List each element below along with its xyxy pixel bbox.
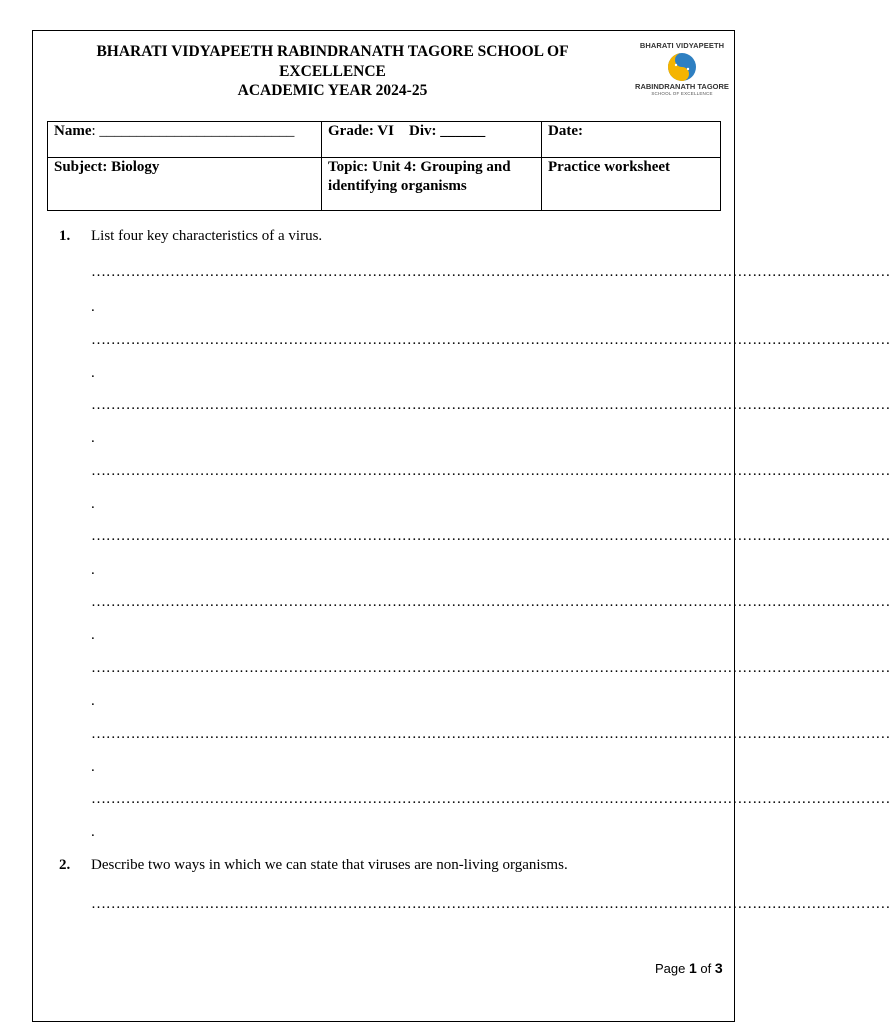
logo-top-text: BHARATI VIDYAPEETH	[639, 41, 725, 50]
worksheet-type-cell	[542, 158, 721, 211]
subject-cell	[48, 158, 322, 211]
answer-line: ………………………………………………………………………………………………………………………………………………	[91, 463, 890, 479]
school-name-line2: EXCELLENCE	[279, 62, 386, 80]
answer-line: ………………………………………………………………………………………………………………………………………………	[91, 594, 890, 610]
topic-line2: identifying organisms	[328, 178, 467, 194]
name-label: Name	[54, 123, 92, 139]
academic-year: ACADEMIC YEAR 2024-25	[237, 82, 428, 99]
topic-cell	[322, 158, 542, 211]
answer-line: ………………………………………………………………………………………………………………………………………………	[91, 726, 890, 742]
table-row	[48, 158, 721, 211]
name-blank: : __________________________	[91, 123, 295, 139]
school-name-line1: BHARATI VIDYAPEETH RABINDRANATH TAGORE SCHOOL OF	[96, 43, 569, 60]
answer-line-end: .	[91, 693, 95, 709]
answer-line: ………………………………………………………………………………………………………………………………………………	[91, 397, 890, 413]
answer-line: ………………………………………………………………………………………………………………………………………………	[91, 791, 890, 807]
answer-line: ………………………………………………………………………………………………………………………………………………	[91, 660, 890, 676]
page-word: Page	[655, 961, 686, 976]
page-current: 1	[689, 960, 697, 976]
date-label: Date:	[548, 123, 583, 139]
school-title	[70, 42, 595, 101]
div-label: Div: ______	[408, 123, 486, 139]
answer-line-end: .	[91, 365, 95, 381]
question-number: 2.	[59, 857, 71, 873]
student-info-table	[47, 121, 721, 211]
answer-line-end: .	[91, 299, 95, 315]
answer-line: ………………………………………………………………………………………………………………………………………………	[91, 896, 890, 912]
topic-line1: Topic: Unit 4: Grouping and	[328, 159, 511, 175]
worksheet-type: Practice worksheet	[548, 159, 671, 175]
table-row	[48, 122, 721, 158]
answer-line: ………………………………………………………………………………………………………………………………………………	[91, 528, 890, 544]
page-total: 3	[714, 960, 723, 976]
date-cell	[542, 122, 721, 158]
yin-yang-logo-icon	[667, 52, 697, 82]
answer-line: ………………………………………………………………………………………………………………………………………………	[91, 332, 890, 348]
question-text: Describe two ways in which we can state that viruses are non-living organisms.	[91, 857, 568, 873]
school-logo	[630, 39, 734, 101]
answer-line-end: .	[91, 562, 95, 578]
answer-line-end: .	[91, 824, 95, 840]
grade-div-cell	[322, 122, 542, 158]
answer-line: ………………………………………………………………………………………………………………………………………………	[91, 264, 890, 280]
answer-line-end: .	[91, 496, 95, 512]
logo-sub-text: SCHOOL OF EXCELLENCE	[651, 91, 713, 96]
logo-bottom-text: RABINDRANATH TAGORE	[635, 82, 729, 91]
question-number: 1.	[59, 228, 71, 244]
answer-line-end: .	[91, 627, 95, 643]
subject-label: Subject: Biology	[54, 159, 160, 175]
name-cell	[48, 122, 322, 158]
question-text: List four key characteristics of a virus.	[91, 228, 323, 244]
grade-label: Grade: VI	[328, 123, 394, 139]
page-number	[655, 960, 723, 976]
page-of: of	[700, 961, 712, 976]
answer-line-end: .	[91, 430, 95, 446]
answer-line-end: .	[91, 759, 95, 775]
